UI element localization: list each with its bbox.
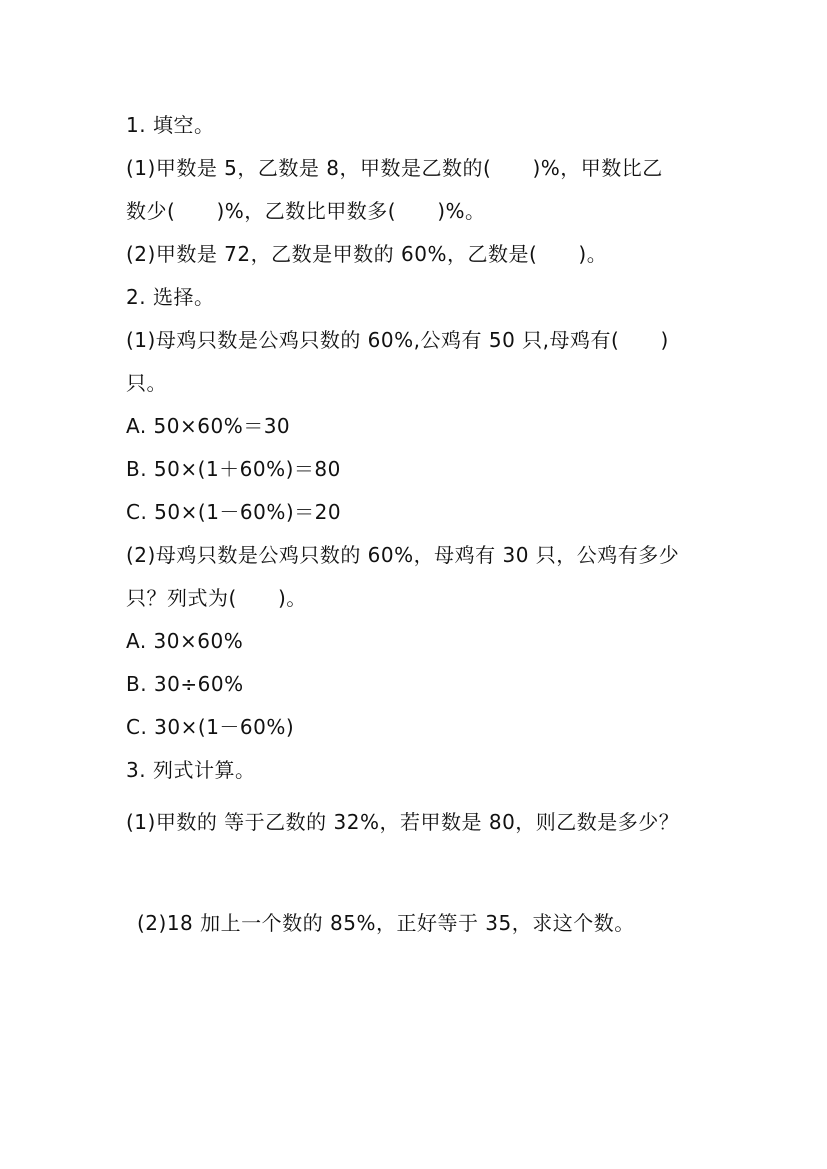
option-2-1-a: A. 50×60%＝30: [126, 414, 291, 438]
option-2-2-c: C. 30×(1－60%): [126, 715, 295, 739]
question-1-2: (2)甲数是 72，乙数是甲数的 60%，乙数是( )。: [126, 242, 608, 266]
option-2-1-b: B. 50×(1＋60%)＝80: [126, 457, 341, 481]
question-3-1: (1)甲数的 等于乙数的 32%，若甲数是 80，则乙数是多少？: [126, 810, 680, 834]
question-1-1-line-2: 数少( )%，乙数比甲数多( )%。: [126, 199, 486, 223]
option-2-2-a: A. 30×60%: [126, 629, 244, 653]
section-3-title: 3. 列式计算。: [126, 758, 256, 782]
question-2-1-line-2: 只。: [126, 371, 167, 395]
option-2-1-c: C. 50×(1－60%)＝20: [126, 500, 342, 524]
section-2-title: 2. 选择。: [126, 285, 215, 309]
question-1-1-line-1: (1)甲数是 5，乙数是 8，甲数是乙数的( )%，甲数比乙: [126, 156, 663, 180]
question-2-2-line-2: 只？列式为( )。: [126, 586, 307, 610]
question-3-2: (2)18 加上一个数的 85%，正好等于 35，求这个数。: [137, 911, 635, 935]
question-2-2-line-1: (2)母鸡只数是公鸡只数的 60%，母鸡有 30 只，公鸡有多少: [126, 543, 680, 567]
section-1-title: 1. 填空。: [126, 113, 215, 137]
option-2-2-b: B. 30÷60%: [126, 672, 244, 696]
question-2-1-line-1: (1)母鸡只数是公鸡只数的 60%,公鸡有 50 只,母鸡有( ): [126, 328, 669, 352]
